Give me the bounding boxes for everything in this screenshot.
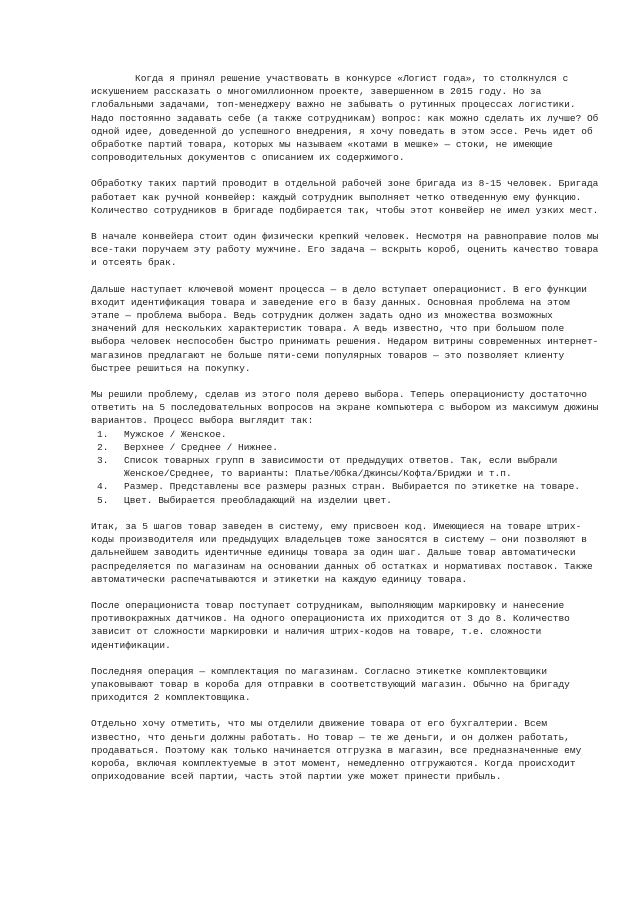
paragraph-accounting: Отдельно хочу отметить, что мы отделили движение товара от его бухгалтерии. Всем известно, что деньги должны работать. Но товар — те же деньги, и он должен работать, продаваться. Поэтому как только начинается отгрузка в магазин, все предназначенные ему короба, включая комплектуемые в этот момент, немедленно отгружаются. Когда происходит оприходование всей партии, часть этой партии уже может принести прибыль. [91,718,582,783]
list-item-text: Размер. Представлены все размеры разных стран. Выбирается по этикетке на товаре. [124,481,581,493]
list-item [97,480,601,493]
list-item-number: 4. [97,481,109,493]
list-item-number: 1. [97,428,109,440]
paragraph-brigade: Обработку таких партий проводит в отдельной рабочей зоне бригада из 8-15 человек. Бригада работает как ручной конвейер: каждый сотрудник выполняет четко отведенную ему функцию. Количество сотрудников в бригаде подбирается так, чтобы этот конвейер не имел узких мест. [91,178,599,216]
paragraph-intro: Когда я принял решение участвовать в конкурсе «Логист года», то столкнулся с искушением рассказать о многомиллионном проекте, завершенном в 2015 году. Но за глобальными задачами, топ-менеджеру важно не забывать о рутинных процессах логистики. Надо постоянно задавать себе (а также сотрудникам) вопрос: как можно сделать их лучше? Об одной идее, доведенной до успешного внедрения, я хочу поведать в этом эссе. Речь идет об обработке партий товара, которых мы называем «котами в мешке» — стоки, не имеющие сопроводительных документов с описанием их содержимого. [91,73,599,164]
list-item [97,494,601,507]
paragraph-decision-tree: Мы решили проблему, сделав из этого поля дерево выбора. Теперь операционисту достаточно ответить на 5 последовательных вопросов на экране компьютера с выбором из максимум дюжины вариантов. Процесс выбора выглядит так: [91,389,599,427]
list-item-text: Верхнее / Среднее / Нижнее. [124,441,278,453]
paragraph-conveyor-start: В начале конвейера стоит один физически крепкий человек. Несмотря на равноправие полов мы все-таки поручаем эту работу мужчине. Его задача — вскрыть короб, оценить качество товара и отсеять брак. [91,231,599,269]
selection-steps-list [91,428,601,507]
list-item-number: 3. [97,455,109,467]
list-item [97,441,601,454]
list-item-text: Мужское / Женское. [124,428,227,440]
paragraph-picking: Последняя операция — комплектация по магазинам. Согласно этикетке комплектовщики упаковывают товар в короба для отправки в соответствующий магазин. Обычно на бригаду приходится 2 комплектовщика. [91,665,570,704]
paragraph-registration: Итак, за 5 шагов товар заведен в систему, ему присвоен код. Имеющиеся на товаре штрих-коды производителя или предыдущих владельцев тоже заносятся в систему — они позволяют в дальнейшем заводить идентичные единицы товара за один шаг. Дальше товар автоматически распределяется по магазинам на основании данных об остатках и нормативах поставок. Также автоматически распечатываются и этикетки на каждую единицу товара. [91,520,593,585]
list-item-number: 5. [97,494,109,506]
list-item [97,454,601,480]
essay-body [91,72,601,796]
list-item-text: Цвет. Выбирается преобладающий на изделии цвет. [124,494,392,506]
paragraph-marking: После операциониста товар поступает сотрудникам, выполняющим маркировку и нанесение противокражных датчиков. На одного операциониста их приходится от 3 до 8. Количество зависит от сложности маркировки и наличия штрих-кодов на товаре, т.е. сложности идентификации. [91,599,570,651]
list-item-text: Список товарных групп в зависимости от предыдущих ответов. Так, если выбрали Женское/Среднее, то варианты: Платье/Юбка/Джинсы/Кофта/Бриджи и т.п. [124,455,558,480]
list-item [97,428,601,441]
paragraph-operator: Дальше наступает ключевой момент процесса — в дело вступает операционист. В его функции входит идентификация товара и заведение его в базу данных. Основная проблема на этом этапе — проблема выбора. Ведь сотрудник должен задать одно из множества возможных значений для нескольких характеристик товара. А ведь известно, что при большом поле выбора человек неспособен быстро принимать решения. Недаром витрины современных интернет-магазинов предлагают не больше пяти-семи популярных товаров — это позволяет клиенту быстрее решиться на покупку. [91,283,599,374]
list-item-number: 2. [97,441,109,453]
